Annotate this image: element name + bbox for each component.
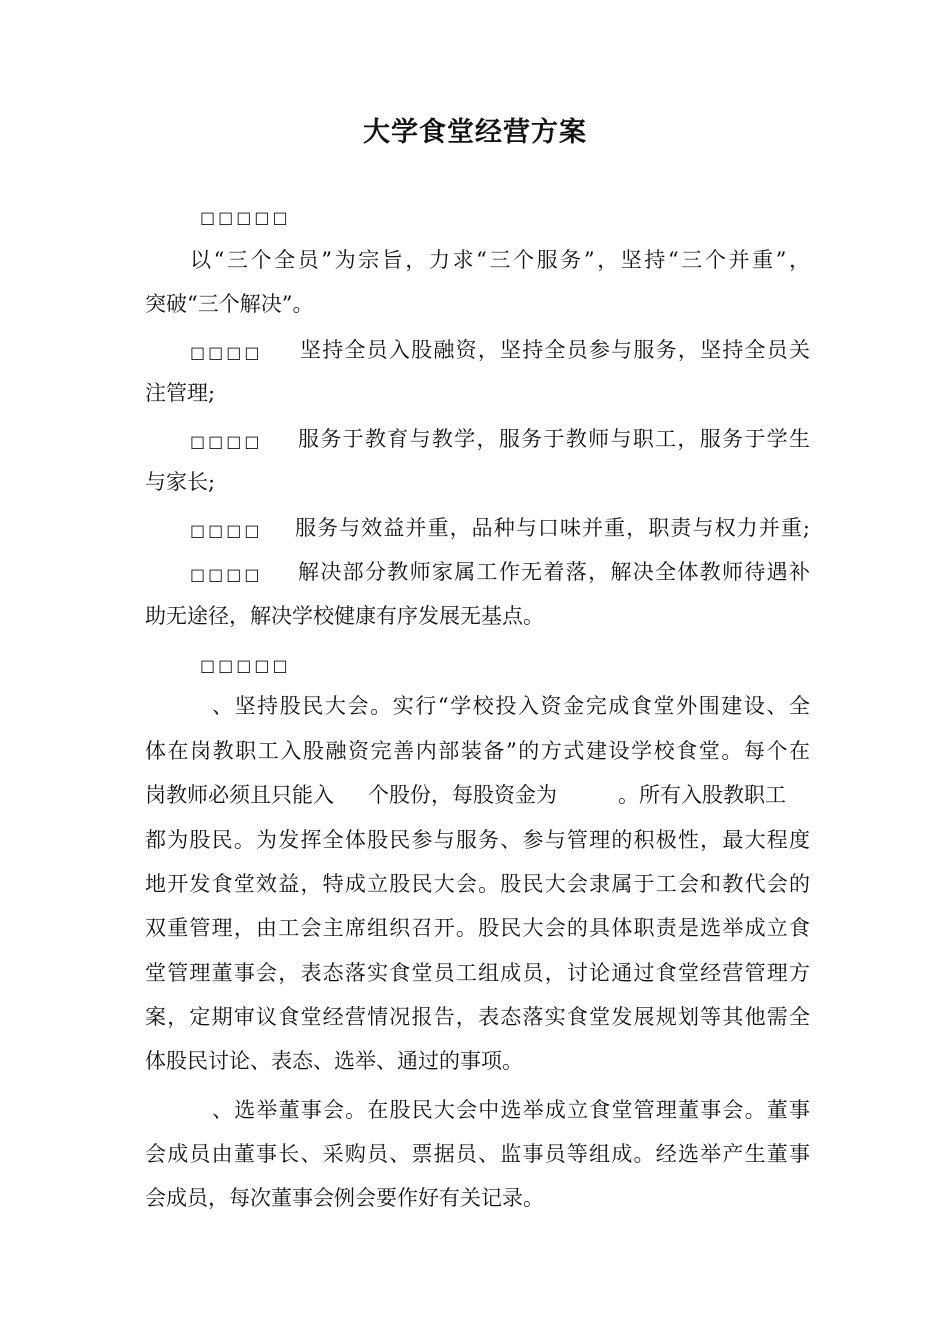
para-1-line-5: 地开发食堂效益，特成立股民大会。股民大会隶属于工会和教代会的 — [145, 872, 810, 896]
para-2-line-3: 会成员，每次董事会例会要作好有关记录。 — [145, 1186, 544, 1210]
para-1-line-8: 案，定期审议食堂经营情况报告，表态落实食堂发展规划等其他需全 — [145, 1005, 810, 1029]
para-1-line-4: 都为股民。为发挥全体股民参与服务、参与管理的积极性，最大程度 — [145, 828, 810, 852]
item-1-line-2: 注管理; — [145, 381, 216, 405]
item-2-line-1: 服务于教育与教学，服务于教师与职工，服务于学生 — [298, 427, 810, 451]
item-2-line-2: 与家长; — [145, 470, 216, 494]
item-4-line-2: 助无途径，解决学校健康有序发展无基点。 — [145, 604, 544, 628]
para-2-line-2: 会成员由董事长、采购员、票据员、监事员等组成。经选举产生董事 — [145, 1142, 810, 1166]
para-1-line-6: 双重管理，由工会主席组织召开。股民大会的具体职责是选举成立食 — [145, 916, 810, 940]
para-1-line-9: 体股民讨论、表态、选举、通过的事项。 — [145, 1049, 523, 1073]
intro-line-2: 突破“三个解决”。 — [145, 292, 314, 316]
item-1-line-1: 坚持全员入股融资，坚持全员参与服务，坚持全员关 — [300, 338, 810, 362]
para-1-line-3c: 。所有入股教职工 — [618, 783, 786, 807]
item-4-label: □□□□ — [190, 565, 263, 584]
para-1-line-2: 体在岗教职工入股融资完善内部装备”的方式建设学校食堂。每个在 — [145, 739, 810, 763]
para-1-line-3a: 岗教师必须且只能入 — [145, 783, 334, 807]
item-2-label: □□□□ — [190, 432, 263, 451]
intro-line-1: 以“三个全员”为宗旨，力求“三个服务”，坚持“三个并重”， — [190, 248, 810, 272]
item-1-label: □□□□ — [190, 343, 263, 362]
para-1-line-7: 堂管理董事会，表态落实食堂员工组成员，讨论通过食堂经营管理方 — [145, 961, 810, 985]
item-4-line-1: 解决部分教师家属工作无着落，解决全体教师待遇补 — [298, 560, 810, 584]
para-1-line-1: 、坚持股民大会。实行“学校投入资金完成食堂外围建设、全 — [212, 694, 810, 718]
section-heading-1: □□□□□ — [200, 208, 291, 227]
para-1-line-3b: 个股份，每股资金为 — [368, 783, 557, 807]
item-3-line-1: 服务与效益并重，品种与口味并重，职责与权力并重; — [295, 516, 810, 540]
document-title: 大学食堂经营方案 — [363, 117, 587, 148]
item-3-label: □□□□ — [190, 521, 263, 540]
para-2-line-1: 、选举董事会。在股民大会中选举成立食堂管理董事会。董事 — [212, 1098, 810, 1122]
section-heading-2: □□□□□ — [200, 656, 291, 675]
